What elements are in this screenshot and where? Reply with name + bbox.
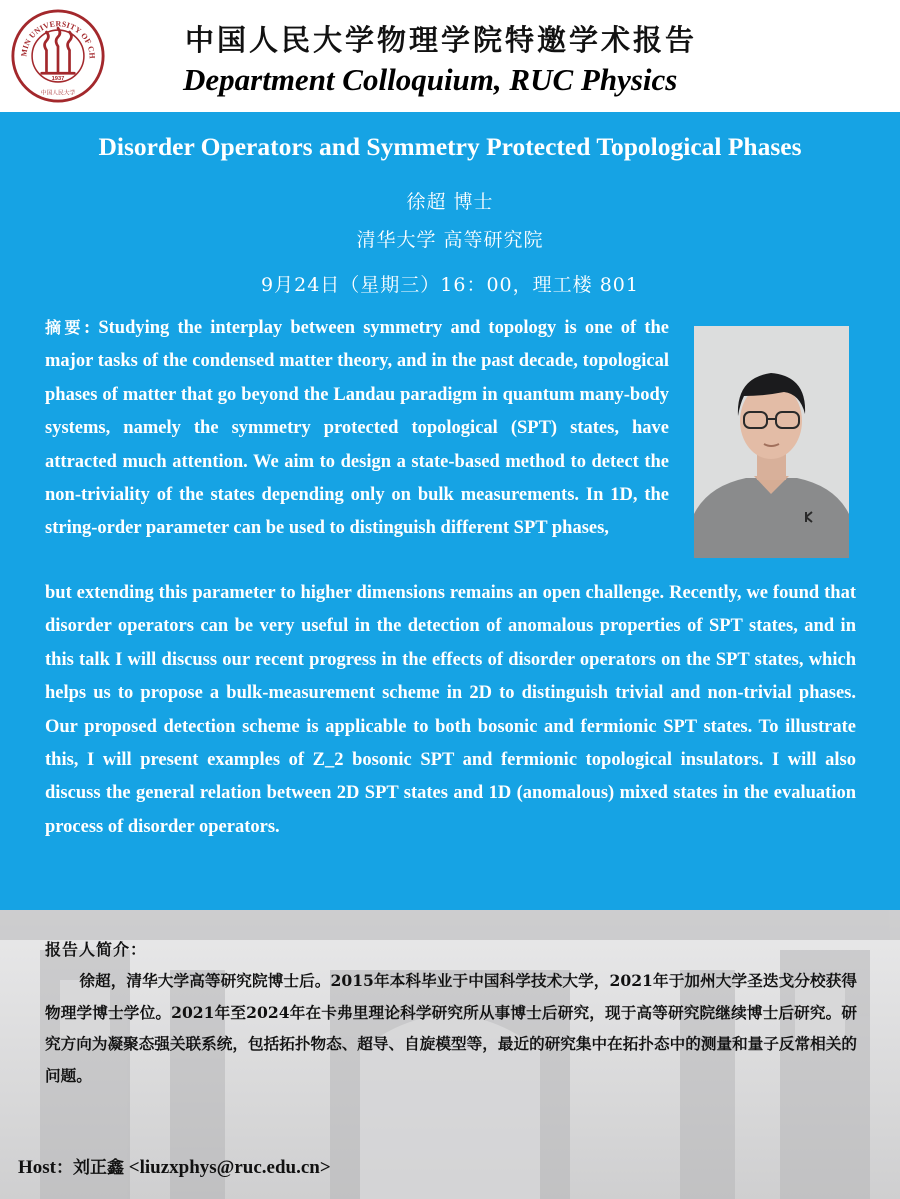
talk-title: Disorder Operators and Symmetry Protected Topological Phases <box>98 132 802 161</box>
bio-heading: 报告人简介： <box>45 940 148 959</box>
host-separator: ： <box>56 1158 73 1178</box>
host-email: <liuzxphys@ruc.edu.cn> <box>124 1157 331 1178</box>
logo-ring-text: MIN UNIVERSITY OF CH <box>19 19 97 60</box>
logo-cn-text: 中国人民大学 <box>40 90 76 97</box>
abstract-label: 摘要 <box>45 318 85 337</box>
speaker-affiliation: 清华大学 高等研究院 <box>356 229 544 251</box>
speaker-portrait-drawing <box>694 326 849 558</box>
university-logo <box>10 8 106 104</box>
host-name: 刘正鑫 <box>73 1158 124 1178</box>
page-title-cn: 中国人民大学物理学院特邀学术报告 <box>185 23 698 57</box>
header <box>0 0 900 112</box>
abstract-part-1 <box>45 311 669 546</box>
host-label: Host <box>18 1157 56 1178</box>
abstract-text-top: : Studying the interplay between symmetry and topology is one of the major tasks of the condensed matter theory, and in the past decade, topological phases of matter that go beyond the Landau paradigm in quantum many-body systems, namely the symmetry protected topological (SPT) states, have attracted much attention. We aim to design a state-based method to detect the non-triviality of the states depending only on bulk measurements. In 1D, the string-order parameter can be used to distinguish different SPT phases, <box>45 318 669 539</box>
page-title-en: Department Colloquium, RUC Physics <box>183 62 678 97</box>
host-line <box>18 1153 331 1179</box>
bio-text: 徐超，清华大学高等研究院博士后。2015年本科毕业于中国科学技术大学，2021年于加州大学圣迭戈分校获得物理学博士学位。2021年至2024年在卡弗里理论科学研究所从事博士后研究，现于高等研究院继续博士后研究。研究方向为凝聚态强关联系统，包括拓扑物态、超导、自旋模型等，最近的研究集中在拓扑态中的测量和量子反常相关的问题。 <box>45 971 857 1085</box>
abstract-part-2: but extending this parameter to higher dimensions remains an open challenge. Recently, we found that disorder operators can be very useful in the detection of anomalous properties of SPT states, and in this talk I will discuss our recent progress in the effects of disorder operators on the SPT states, which helps us to propose a bulk-measurement scheme in 2D to distinguish trivial and non-trivial phases. Our proposed detection scheme is applicable to both bosonic and fermionic SPT states. To illustrate this, I will present examples of Z_2 bosonic SPT and fermionic topological insulators. I will also discuss the general relation between 2D SPT states and 1D (anomalous) mixed states in the evaluation process of disorder operators. <box>45 583 856 837</box>
speaker-name: 徐超 博士 <box>406 191 494 213</box>
talk-datetime: 9月24日（星期三）16：00，理工楼 801 <box>261 274 639 296</box>
speaker-photo <box>694 326 849 558</box>
logo-year: 1937 <box>51 76 65 82</box>
